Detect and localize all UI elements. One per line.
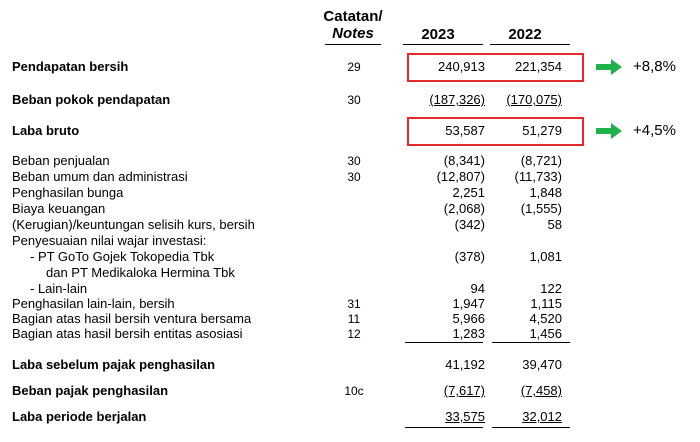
row-label: (Kerugian)/keuntungan selisih kurs, bersih <box>12 217 255 232</box>
row-label: Bagian atas hasil bersih entitas asosiasi <box>12 326 243 341</box>
year-2022-header-rule <box>490 44 570 45</box>
row-label: Biaya keuangan <box>12 201 106 216</box>
value-2022: 58 <box>547 217 562 232</box>
value-2022: 1,848 <box>529 185 562 200</box>
value-2023: 5,966 <box>452 311 485 326</box>
value-2022: 1,115 <box>530 296 562 311</box>
row-beban-pajak <box>12 383 562 399</box>
value-2023: 94 <box>470 281 485 296</box>
row-biaya-keuangan <box>12 201 562 217</box>
value-2023: (8,341) <box>443 153 485 168</box>
row-label: Laba bruto <box>12 123 80 138</box>
gross-profit-arrow-icon <box>596 123 622 139</box>
row-label: - PT GoTo Gojek Tokopedia Tbk <box>30 249 215 264</box>
row-penghasilan-lain <box>12 296 562 312</box>
value-2022: 51,279 <box>522 123 562 138</box>
row-beban-penjualan <box>12 153 562 169</box>
value-2023: (187,326) <box>429 92 485 107</box>
value-2023: 41,192 <box>445 357 485 372</box>
value-2023: (2,068) <box>443 201 485 216</box>
row-medikaloka-hermina <box>46 265 346 281</box>
row-label: Penghasilan bunga <box>12 185 124 200</box>
row-entitas-asosiasi <box>12 326 562 342</box>
row-ventura-bersama <box>12 311 562 327</box>
row-selisih-kurs <box>12 217 562 233</box>
value-2022: (170,075) <box>506 92 562 107</box>
row-note: 29 <box>347 60 361 74</box>
subtotal-rule-2022 <box>492 342 570 343</box>
value-2023: 33,575 <box>445 409 485 424</box>
row-beban-umum <box>12 169 562 185</box>
notes-header-rule <box>325 44 381 45</box>
row-label: Penyesuaian nilai wajar investasi: <box>12 233 207 248</box>
value-2023: (7,617) <box>443 383 485 398</box>
row-label: dan PT Medikaloka Hermina Tbk <box>46 265 235 280</box>
row-note: 30 <box>347 93 361 107</box>
row-note: 30 <box>347 170 361 184</box>
value-2022: 4,520 <box>529 311 562 326</box>
year-2023-header-rule <box>403 44 483 45</box>
row-goto-gojek <box>30 249 562 265</box>
value-2022: 1,081 <box>529 249 562 264</box>
value-2022: 221,354 <box>515 59 562 74</box>
notes-column-header <box>318 8 388 42</box>
row-note: 31 <box>347 297 361 311</box>
value-2023: (342) <box>454 217 485 232</box>
row-note: 12 <box>347 327 361 341</box>
year-2022-header: 2022 <box>508 26 542 43</box>
value-2022: (11,733) <box>514 169 562 184</box>
row-label: Beban umum dan administrasi <box>12 169 188 184</box>
row-label: Pendapatan bersih <box>12 59 129 74</box>
year-2023-header: 2023 <box>421 26 455 43</box>
value-2022: 39,470 <box>522 357 562 372</box>
value-2023: 53,587 <box>445 123 485 138</box>
row-label: Beban pajak penghasilan <box>12 383 169 398</box>
revenue-highlight-box <box>407 53 584 82</box>
value-2023: (12,807) <box>436 169 485 184</box>
row-note: 11 <box>347 312 361 326</box>
value-2022: (7,458) <box>520 383 562 398</box>
notes-header-line2: Notes <box>332 25 374 42</box>
row-note: 10c <box>344 384 364 398</box>
value-2023: 240,913 <box>438 59 485 74</box>
row-label: Penghasilan lain-lain, bersih <box>12 296 175 311</box>
subtotal-rule-2023 <box>405 342 483 343</box>
value-2022: (1,555) <box>520 201 562 216</box>
row-penyesuaian-nilai-wajar <box>12 233 485 249</box>
row-note: 30 <box>347 154 361 168</box>
value-2022: 32,012 <box>522 409 562 424</box>
value-2023: 1,947 <box>452 296 485 311</box>
total-double-rule-2023 <box>405 427 483 428</box>
gross-profit-growth-label: +4,5% <box>633 122 676 139</box>
revenue-arrow-icon <box>596 59 622 75</box>
row-label: Beban pokok pendapatan <box>12 92 171 107</box>
value-2022: (8,721) <box>520 153 562 168</box>
row-laba-periode-berjalan <box>12 409 562 425</box>
row-label: Laba periode berjalan <box>12 409 147 424</box>
row-label: Bagian atas hasil bersih ventura bersama <box>12 311 252 326</box>
row-label: Beban penjualan <box>12 153 110 168</box>
notes-header-line1: Catatan/ <box>323 8 383 25</box>
value-2023: 1,283 <box>452 326 485 341</box>
row-label: Laba sebelum pajak penghasilan <box>12 357 216 372</box>
row-beban-pokok-pendapatan <box>12 92 562 108</box>
value-2022: 1,456 <box>529 326 562 341</box>
revenue-growth-label: +8,8% <box>633 58 676 75</box>
row-penghasilan-bunga <box>12 185 562 201</box>
value-2023: 2,251 <box>452 185 485 200</box>
value-2023: (378) <box>454 249 485 264</box>
value-2022: 122 <box>540 281 562 296</box>
row-lain-lain <box>30 281 562 297</box>
total-double-rule-2022 <box>492 427 570 428</box>
row-label: - Lain-lain <box>30 281 88 296</box>
gross-profit-highlight-box <box>407 117 584 146</box>
row-laba-sebelum-pajak <box>12 357 562 373</box>
